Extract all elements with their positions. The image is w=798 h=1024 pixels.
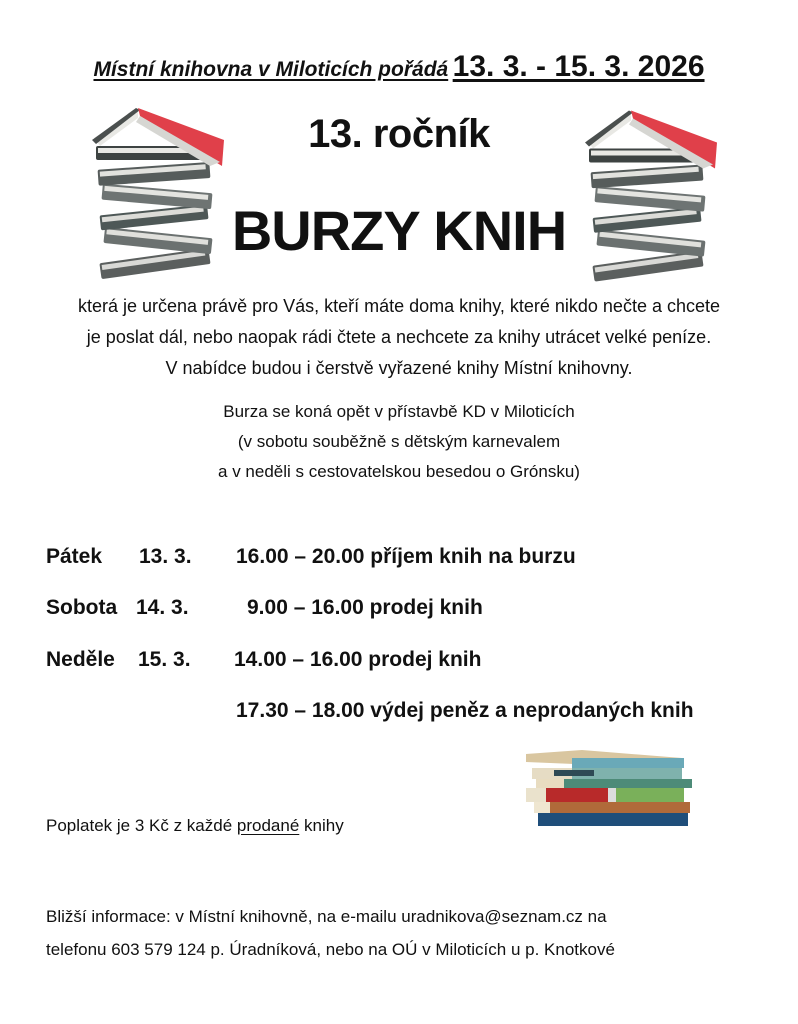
fee-text-end: knihy: [299, 816, 344, 835]
edition-title: 13. ročník: [308, 112, 490, 156]
event-dates: 13. 3. - 15. 3. 2026: [452, 50, 705, 83]
venue-paragraph: [0, 397, 798, 487]
main-title: BURZY KNIH: [231, 199, 567, 262]
header-line: [0, 50, 798, 84]
venue-line: a v neděli s cestovatelskou besedou o Grónsku): [218, 462, 580, 481]
contact-info: [46, 900, 615, 966]
venue-line: Burza se koná opět v přístavbě KD v Miloticích: [223, 402, 575, 421]
contact-line: telefonu 603 579 124 p. Úradníková, nebo na OÚ v Miloticích u p. Knotkové: [46, 940, 615, 959]
fee-note: [46, 816, 344, 836]
schedule-time: 17.30 – 18.00 výdej peněz a neprodaných knih: [236, 699, 694, 722]
schedule-day: Sobota: [46, 596, 118, 619]
schedule-date: 13. 3.: [139, 545, 192, 568]
schedule-time: 14.00 – 16.00 prodej knih: [234, 648, 482, 671]
schedule-date: 15. 3.: [138, 648, 191, 671]
contact-line: Bližší informace: v Místní knihovně, na e-mailu uradnikova@seznam.cz na: [46, 907, 607, 926]
schedule-time: 9.00 – 16.00 prodej knih: [247, 596, 483, 619]
schedule-day: Neděle: [46, 648, 115, 671]
schedule-date: 14. 3.: [136, 596, 189, 619]
intro-paragraph: [0, 291, 798, 384]
intro-line: V nabídce budou i čerstvě vyřazené knihy Místní knihovny.: [165, 358, 633, 378]
intro-line: která je určena právě pro Vás, kteří máte doma knihy, které nikdo nečte a chcete: [78, 296, 720, 316]
fee-text: Poplatek je 3 Kč z každé: [46, 816, 237, 835]
fee-emphasis: prodané: [236, 816, 300, 835]
books-pile-icon: [522, 750, 692, 830]
venue-line: (v sobotu souběžně s dětským karnevalem: [237, 432, 561, 451]
schedule-day: Pátek: [46, 545, 103, 568]
schedule-time: 16.00 – 20.00 příjem knih na burzu: [236, 545, 576, 568]
intro-line: je poslat dál, nebo naopak rádi čtete a nechcete za knihy utrácet velké peníze.: [86, 327, 712, 347]
organizer-text: Místní knihovna v Miloticích pořádá: [93, 58, 449, 81]
